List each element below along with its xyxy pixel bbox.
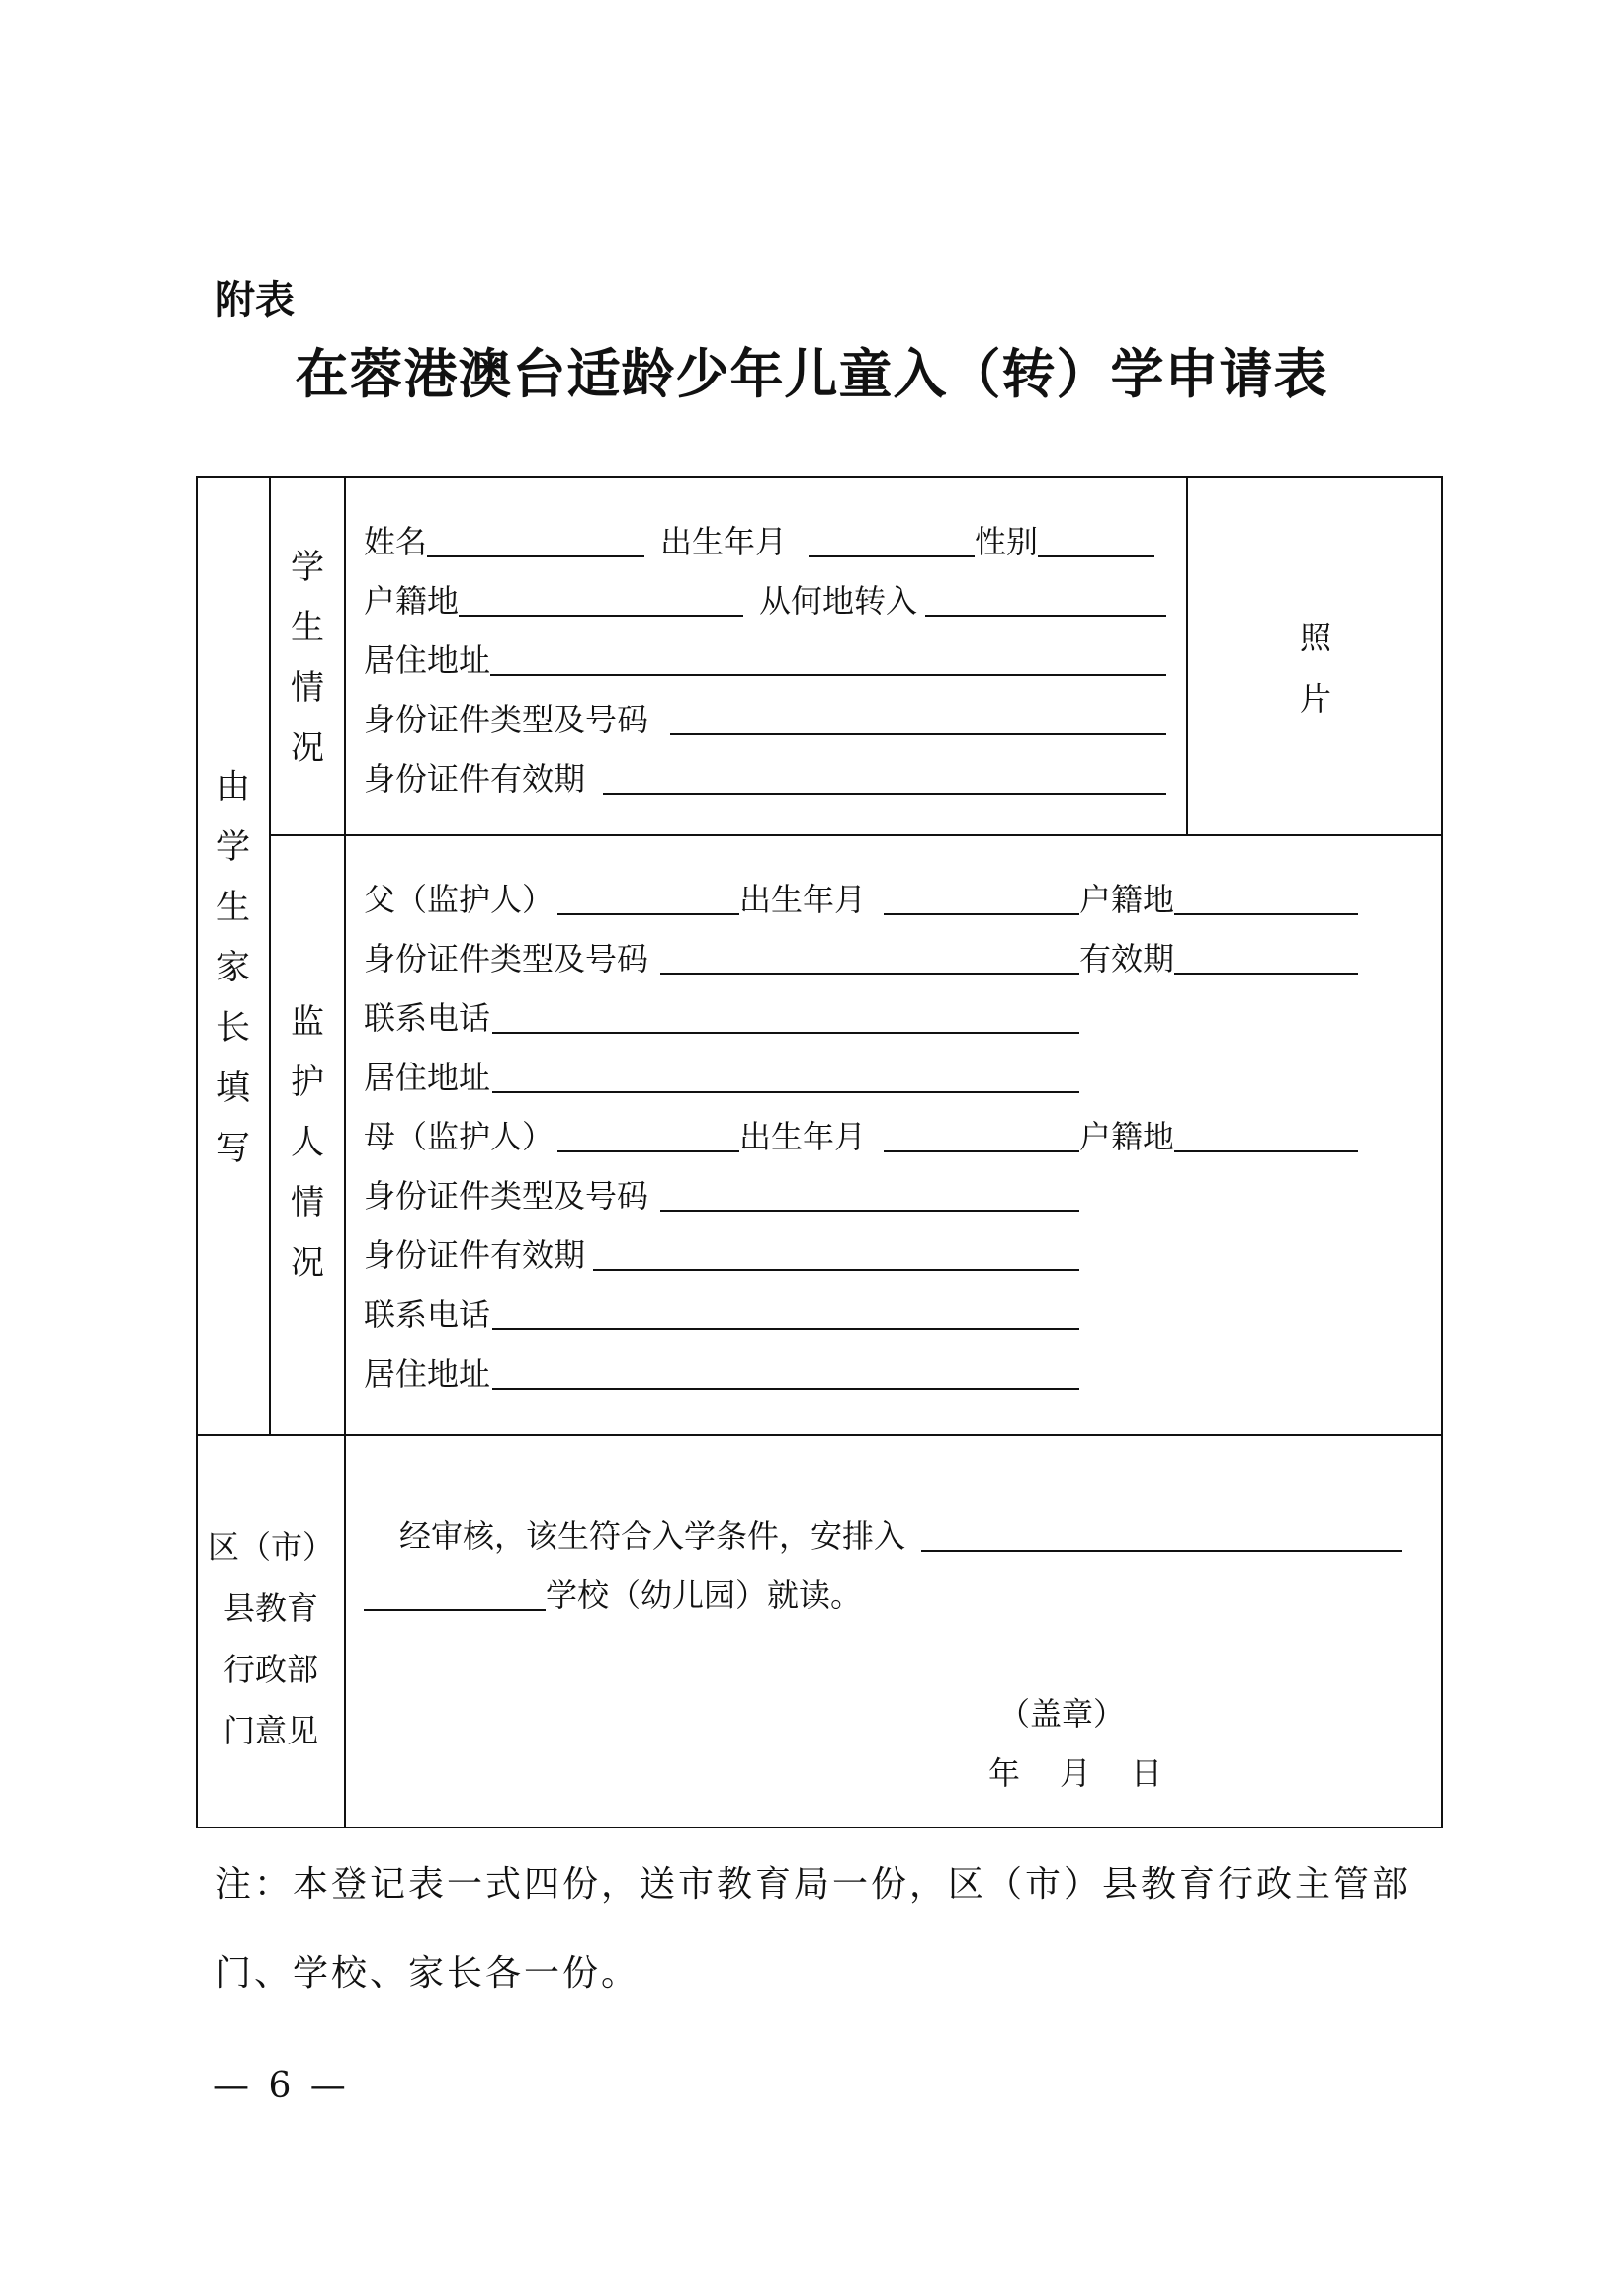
note-text: 注：本登记表一式四份，送市教育局一份，区（市）县教育行政主管部门、学校、家长各一份。 (215, 1864, 1411, 1994)
birth-label: 出生年月 (660, 523, 788, 560)
guardian-char: 人 (291, 1123, 324, 1162)
father-name-field[interactable] (557, 880, 739, 915)
dept-line: 门意见 (222, 1712, 318, 1749)
mother-validity-field[interactable] (593, 1235, 1079, 1271)
mother-birth-field[interactable] (884, 1117, 1079, 1152)
annex-label: 附表 (215, 278, 295, 323)
school-assign-field[interactable] (921, 1516, 1402, 1552)
guardian-char: 监 (291, 1002, 324, 1042)
student-row-4 (364, 700, 1174, 739)
father-row-4 (364, 1058, 1431, 1097)
student-row-3 (364, 640, 1174, 680)
father-row-3 (364, 998, 1431, 1038)
mother-row-5 (364, 1354, 1431, 1394)
parent-char: 长 (216, 1008, 250, 1048)
review-row (399, 1516, 1437, 1556)
mother-household-field[interactable] (1174, 1117, 1358, 1152)
father-birth-field[interactable] (884, 880, 1079, 915)
dept-line: 县教育 (222, 1589, 318, 1627)
mother-address-field[interactable] (492, 1354, 1079, 1390)
father-address-field[interactable] (492, 1058, 1079, 1093)
divider-section (344, 478, 346, 1828)
student-row-1 (364, 522, 1174, 561)
gender-label: 性别 (975, 523, 1039, 560)
household-field[interactable] (459, 581, 743, 617)
application-form-table (196, 476, 1443, 1828)
parent-char: 生 (216, 888, 250, 927)
transfer-from-field[interactable] (925, 581, 1166, 617)
address-label: 居住地址 (364, 641, 491, 679)
id-validity-field[interactable] (603, 759, 1166, 795)
divider-dept (198, 1434, 1443, 1436)
page-title: 在蓉港澳台适龄少年儿童入（转）学申请表 (295, 343, 1328, 405)
mother-row-2 (364, 1176, 1431, 1216)
father-validity-label: 有效期 (1079, 940, 1175, 978)
father-row-2 (364, 939, 1431, 978)
guardian-section-label (271, 992, 344, 1294)
gender-field[interactable] (1038, 522, 1154, 557)
name-label: 姓名 (364, 523, 428, 560)
mother-id-field[interactable] (660, 1176, 1079, 1212)
parent-char: 由 (216, 767, 250, 807)
date-text: 年 月 日 (988, 1754, 1167, 1792)
father-household-label: 户籍地 (1079, 881, 1175, 918)
mother-phone-label: 联系电话 (364, 1296, 491, 1333)
mother-row-1 (364, 1117, 1431, 1156)
dept-opinion-label (198, 1516, 344, 1761)
student-row-5 (364, 759, 1174, 799)
dept-line: 区（市） (207, 1528, 334, 1566)
mother-row-4 (364, 1295, 1431, 1334)
guardian-char: 情 (291, 1183, 324, 1223)
mother-birth-label: 出生年月 (739, 1118, 867, 1155)
father-row-1 (364, 880, 1431, 919)
transfer-from-label: 从何地转入 (759, 582, 918, 620)
student-section-label (271, 538, 344, 779)
student-char: 情 (291, 668, 324, 708)
guardian-char: 况 (291, 1243, 324, 1283)
id-type-label: 身份证件类型及号码 (364, 701, 649, 738)
birth-field[interactable] (809, 522, 975, 557)
divider-student-guardian (269, 834, 1443, 836)
photo-box[interactable] (1188, 607, 1443, 729)
mother-address-label: 居住地址 (364, 1355, 491, 1393)
parent-char: 填 (216, 1068, 250, 1108)
mother-phone-field[interactable] (492, 1295, 1079, 1330)
father-phone-field[interactable] (492, 998, 1079, 1034)
parent-char: 写 (216, 1129, 250, 1168)
id-type-field[interactable] (670, 700, 1166, 735)
parent-char: 家 (216, 948, 250, 987)
parent-char: 学 (216, 827, 250, 867)
name-field[interactable] (427, 522, 644, 557)
student-char: 生 (291, 608, 324, 647)
student-row-2 (364, 581, 1174, 621)
address-field[interactable] (490, 640, 1166, 676)
father-birth-label: 出生年月 (739, 881, 867, 918)
father-phone-label: 联系电话 (364, 999, 491, 1037)
school-name-field[interactable] (364, 1575, 546, 1611)
father-address-label: 居住地址 (364, 1059, 491, 1096)
mother-id-label: 身份证件类型及号码 (364, 1177, 649, 1215)
mother-label: 母（监护人） (364, 1118, 555, 1155)
student-char: 况 (291, 728, 324, 768)
parent-fill-label (198, 757, 269, 1179)
household-label: 户籍地 (364, 582, 460, 620)
dept-line: 行政部 (222, 1651, 318, 1688)
mother-row-3 (364, 1235, 1431, 1275)
photo-char: 片 (1299, 680, 1331, 718)
seal-text: （盖章） (998, 1695, 1126, 1733)
school-text: 学校（幼儿园）就读。 (546, 1576, 863, 1614)
page-number: — 6 — (214, 2066, 350, 2106)
school-row (364, 1575, 1402, 1615)
mother-validity-label: 身份证件有效期 (364, 1236, 586, 1274)
father-household-field[interactable] (1174, 880, 1358, 915)
photo-char: 照 (1299, 619, 1331, 656)
guardian-char: 护 (291, 1063, 324, 1102)
id-validity-label: 身份证件有效期 (364, 760, 586, 798)
father-label: 父（监护人） (364, 881, 555, 918)
father-validity-field[interactable] (1174, 939, 1358, 975)
student-char: 学 (291, 548, 324, 587)
father-id-label: 身份证件类型及号码 (364, 940, 649, 978)
father-id-field[interactable] (660, 939, 1079, 975)
mother-household-label: 户籍地 (1079, 1118, 1175, 1155)
review-text: 经审核，该生符合入学条件，安排入 (399, 1517, 906, 1555)
mother-name-field[interactable] (557, 1117, 739, 1152)
